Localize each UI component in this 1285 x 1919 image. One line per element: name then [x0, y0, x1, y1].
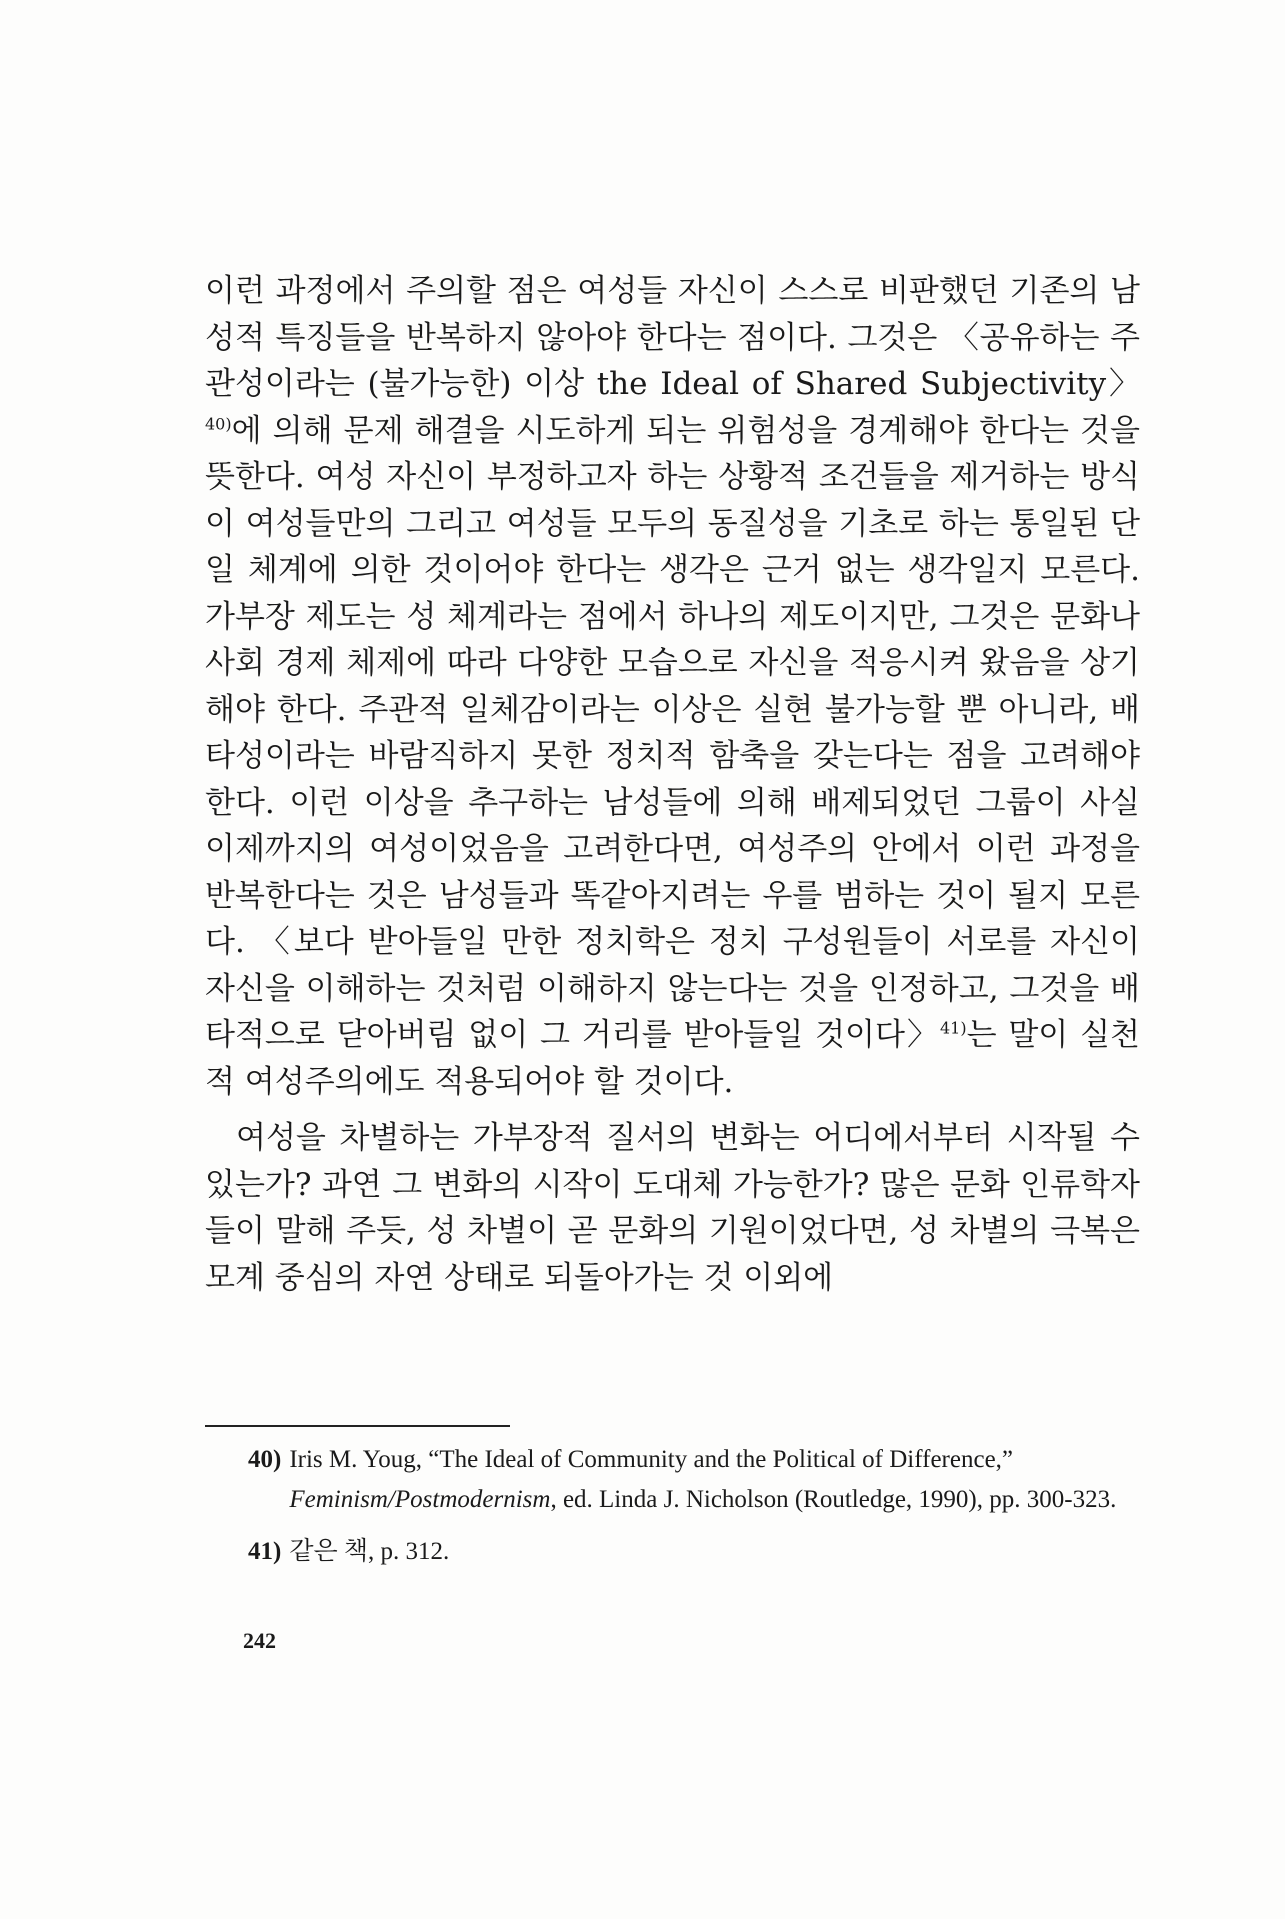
paragraph-1-part-b: 에 의해 문제 해결을 시도하게 되는 위험성을 경계해야 한다는 것을 뜻한다. 여성 자신이 부정하고자 하는 상황적 조건들을 제거하는 방식이 여성들만의 그리고 여성들 모두의 동질성을 기초로 하는 통일된 단일 체계에 의한 것이어야 한다는 생각은 근거 없는 생각일지 모른다. 가부장 제도는 성 체계라는 점에서 하나의 제도이지만, 그것은 문화나 사회 경제 체제에 따라 다양한 모습으로 자신을 적응시켜 왔음을 상기해야 한다. 주관적 일체감이라는 이상은 실현 불가능할 뿐 아니라, 배타성이라는 바람직하지 못한 정치적 함축을 갖는다는 점을 고려해야 한다. 이런 이상을 추구하는 남성들에 의해 배제되었던 그룹이 사실 이제까지의 여성이었음을 고려한다면, 여성주의 안에서 이런 과정을 반복한다는 것은 남성들과 똑같아지려는 우를 범하는 것이 될지 모른다. 〈보다 받아들일 만한 정치학은 정치 구성원들이 서로를 자신이 자신을 이해하는 것처럼 이해하지 않는다는 것을 인정하고, 그것을 배타적으로 닫아버림 없이 그 거리를 받아들일 것이다〉	[205, 412, 1140, 1053]
footnotes	[248, 1440, 1138, 1572]
footnote-ref-41: 41)	[939, 1018, 967, 1038]
footnote-ref-40: 40)	[205, 414, 232, 434]
footnote-divider	[205, 1425, 510, 1427]
body-text	[205, 268, 1140, 1301]
paragraph-1	[205, 268, 1140, 1105]
footnote-book-title: Feminism/Postmodernism	[289, 1486, 551, 1513]
footnote-text: 같은 책, p. 312.	[289, 1538, 450, 1565]
footnote-number: 41)	[248, 1538, 282, 1565]
footnote-publication: , ed. Linda J. Nicholson (Routledge, 1990), pp. 300-323.	[550, 1486, 1117, 1513]
footnote-number: 40)	[248, 1446, 282, 1473]
footnote-41	[248, 1532, 1138, 1572]
paragraph-1-part-a: 이런 과정에서 주의할 점은 여성들 자신이 스스로 비판했던 기존의 남성적 특징들을 반복하지 않아야 한다는 점이다. 그것은 〈공유하는 주관성이라는 (불가능한) 이상 the Ideal of Shared Subjectivity〉	[205, 273, 1140, 402]
footnote-40	[248, 1440, 1138, 1520]
paragraph-1-part-c: 는 말이 실천적 여성주의에도 적용되어야 할 것이다.	[205, 1017, 1140, 1100]
page-number: 242	[243, 1628, 276, 1653]
footnote-citation: Iris M. Youg, “The Ideal of Community and the Political of Difference,”	[289, 1446, 1014, 1473]
footnote-text	[289, 1440, 1138, 1520]
paragraph-2: 여성을 차별하는 가부장적 질서의 변화는 어디에서부터 시작될 수 있는가? 과연 그 변화의 시작이 도대체 가능한가? 많은 문화 인류학자들이 말해 주듯, 성 차별이 곧 문화의 기원이었다면, 성 차별의 극복은 모계 중심의 자연 상태로 되돌아가는 것 이외에	[205, 1120, 1140, 1296]
